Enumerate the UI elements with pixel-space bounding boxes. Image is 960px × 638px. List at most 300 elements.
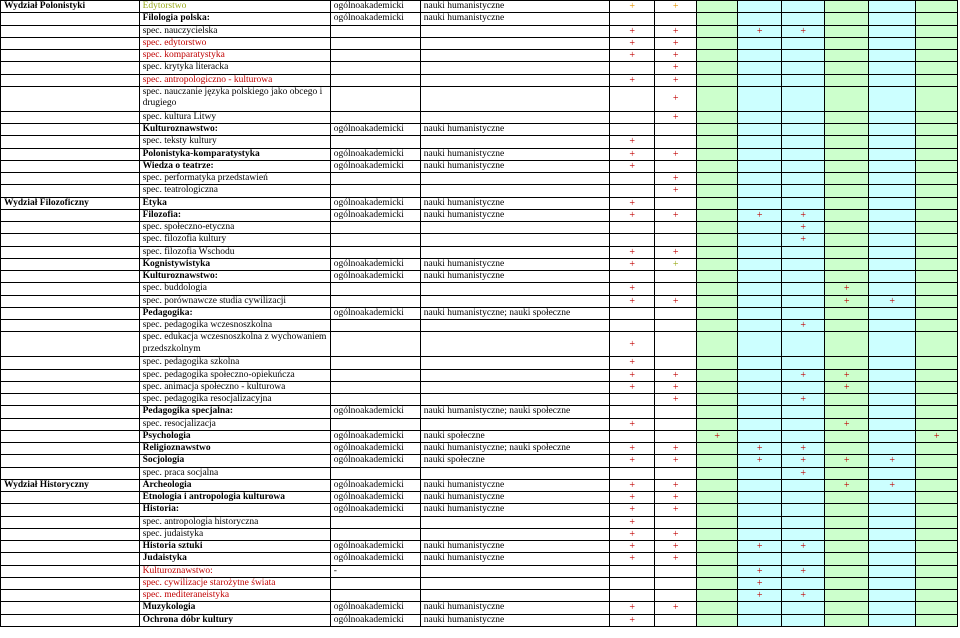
mark-cell: +: [609, 246, 655, 258]
mark-cell: [825, 13, 869, 25]
mark-cell: +: [825, 455, 869, 467]
table-row: [1, 357, 958, 369]
table-row: [1, 258, 958, 270]
program-name-cell: Kulturoznawstwo:: [139, 565, 330, 577]
discipline-area-cell: [420, 86, 609, 111]
mark-cell: [655, 234, 696, 246]
mark-cell: [916, 528, 958, 540]
mark-cell: [738, 160, 782, 172]
mark-cell: [868, 418, 916, 430]
discipline-area-cell: [420, 528, 609, 540]
program-name-cell: spec. filozofia kultury: [139, 234, 330, 246]
table-row: [1, 37, 958, 49]
table-row: [1, 332, 958, 357]
mark-cell: [696, 406, 737, 418]
mark-cell: +: [781, 234, 825, 246]
program-name-cell: spec. komparatystyka: [139, 50, 330, 62]
mark-cell: [781, 74, 825, 86]
discipline-area-cell: nauki społeczne: [420, 455, 609, 467]
table-row: [1, 565, 958, 577]
mark-cell: [696, 271, 737, 283]
mark-cell: [825, 516, 869, 528]
mark-cell: +: [655, 479, 696, 491]
mark-cell: [781, 504, 825, 516]
mark-cell: [916, 1, 958, 13]
mark-cell: [738, 222, 782, 234]
mark-cell: [609, 394, 655, 406]
mark-cell: [825, 492, 869, 504]
mark-cell: +: [655, 209, 696, 221]
profile-cell: ogólnoakademicki: [330, 479, 420, 491]
table-row: [1, 74, 958, 86]
mark-cell: +: [655, 1, 696, 13]
table-row: [1, 222, 958, 234]
profile-cell: [330, 50, 420, 62]
mark-cell: [781, 357, 825, 369]
table-row: [1, 62, 958, 74]
mark-cell: [781, 528, 825, 540]
mark-cell: [696, 197, 737, 209]
mark-cell: [825, 62, 869, 74]
profile-cell: [330, 332, 420, 357]
mark-cell: [696, 455, 737, 467]
discipline-area-cell: nauki humanistyczne: [420, 504, 609, 516]
profile-cell: ogólnoakademicki: [330, 492, 420, 504]
mark-cell: [738, 148, 782, 160]
mark-cell: [868, 369, 916, 381]
mark-cell: [825, 565, 869, 577]
table-row: [1, 467, 958, 479]
mark-cell: [916, 173, 958, 185]
mark-cell: [696, 590, 737, 602]
mark-cell: [738, 124, 782, 136]
mark-cell: +: [825, 369, 869, 381]
mark-cell: [868, 271, 916, 283]
profile-cell: ogólnoakademicki: [330, 197, 420, 209]
mark-cell: [781, 492, 825, 504]
mark-cell: [916, 614, 958, 626]
faculty-cell: [1, 418, 140, 430]
mark-cell: +: [738, 443, 782, 455]
mark-cell: +: [781, 222, 825, 234]
mark-cell: [825, 394, 869, 406]
faculty-cell: [1, 614, 140, 626]
mark-cell: [868, 111, 916, 123]
faculty-cell: [1, 86, 140, 111]
table-row: [1, 528, 958, 540]
mark-cell: [609, 124, 655, 136]
discipline-area-cell: nauki humanistyczne; nauki społeczne: [420, 307, 609, 319]
mark-cell: [916, 271, 958, 283]
mark-cell: [781, 283, 825, 295]
mark-cell: [609, 406, 655, 418]
program-name-cell: Historia sztuki: [139, 541, 330, 553]
mark-cell: [916, 307, 958, 319]
profile-cell: [330, 283, 420, 295]
mark-cell: [868, 136, 916, 148]
mark-cell: [781, 62, 825, 74]
mark-cell: [696, 369, 737, 381]
mark-cell: [738, 185, 782, 197]
mark-cell: [738, 283, 782, 295]
table-row: [1, 86, 958, 111]
mark-cell: +: [655, 111, 696, 123]
profile-cell: [330, 467, 420, 479]
discipline-area-cell: [420, 25, 609, 37]
mark-cell: [738, 492, 782, 504]
mark-cell: [738, 50, 782, 62]
mark-cell: [825, 602, 869, 614]
discipline-area-cell: [420, 394, 609, 406]
discipline-area-cell: [420, 111, 609, 123]
program-name-cell: spec. teksty kultury: [139, 136, 330, 148]
discipline-area-cell: [420, 283, 609, 295]
mark-cell: [738, 271, 782, 283]
mark-cell: [738, 479, 782, 491]
mark-cell: [738, 614, 782, 626]
mark-cell: [696, 541, 737, 553]
mark-cell: +: [655, 528, 696, 540]
mark-cell: [825, 111, 869, 123]
mark-cell: +: [609, 148, 655, 160]
mark-cell: [655, 222, 696, 234]
mark-cell: [825, 37, 869, 49]
mark-cell: [868, 602, 916, 614]
mark-cell: [868, 185, 916, 197]
mark-cell: [916, 222, 958, 234]
table-row: [1, 124, 958, 136]
mark-cell: +: [738, 590, 782, 602]
mark-cell: [868, 504, 916, 516]
table-row: [1, 111, 958, 123]
mark-cell: [696, 62, 737, 74]
mark-cell: [609, 271, 655, 283]
program-name-cell: Muzykologia: [139, 602, 330, 614]
mark-cell: [655, 124, 696, 136]
mark-cell: +: [655, 455, 696, 467]
mark-cell: +: [609, 492, 655, 504]
mark-cell: +: [655, 62, 696, 74]
mark-cell: +: [825, 283, 869, 295]
discipline-area-cell: nauki humanistyczne: [420, 479, 609, 491]
mark-cell: [868, 394, 916, 406]
mark-cell: [868, 381, 916, 393]
faculty-cell: [1, 160, 140, 172]
mark-cell: [655, 320, 696, 332]
mark-cell: [825, 258, 869, 270]
mark-cell: [696, 124, 737, 136]
mark-cell: [916, 516, 958, 528]
mark-cell: [696, 418, 737, 430]
table-row: [1, 136, 958, 148]
table-row: [1, 295, 958, 307]
profile-cell: ogólnoakademicki: [330, 614, 420, 626]
table-row: [1, 504, 958, 516]
mark-cell: +: [609, 258, 655, 270]
mark-cell: [868, 332, 916, 357]
mark-cell: [781, 614, 825, 626]
profile-cell: ogólnoakademicki: [330, 13, 420, 25]
faculty-cell: [1, 222, 140, 234]
mark-cell: [781, 148, 825, 160]
mark-cell: +: [609, 295, 655, 307]
mark-cell: +: [609, 381, 655, 393]
table-row: [1, 455, 958, 467]
mark-cell: [781, 479, 825, 491]
mark-cell: +: [655, 492, 696, 504]
mark-cell: +: [825, 295, 869, 307]
faculty-cell: [1, 124, 140, 136]
program-name-cell: spec. nauczanie języka polskiego jako obcego i drugiego: [139, 86, 330, 111]
mark-cell: +: [655, 381, 696, 393]
mark-cell: [916, 577, 958, 589]
mark-cell: [655, 430, 696, 442]
faculty-cell: [1, 332, 140, 357]
mark-cell: [609, 577, 655, 589]
program-name-cell: spec. pedagogika szkolna: [139, 357, 330, 369]
mark-cell: +: [781, 369, 825, 381]
profile-cell: [330, 37, 420, 49]
mark-cell: [696, 13, 737, 25]
profile-cell: [330, 320, 420, 332]
mark-cell: [916, 565, 958, 577]
discipline-area-cell: [420, 357, 609, 369]
faculty-cell: [1, 602, 140, 614]
mark-cell: +: [609, 541, 655, 553]
faculty-cell: [1, 357, 140, 369]
discipline-area-cell: nauki humanistyczne: [420, 209, 609, 221]
mark-cell: +: [655, 50, 696, 62]
table-row: [1, 602, 958, 614]
profile-cell: [330, 74, 420, 86]
mark-cell: +: [655, 504, 696, 516]
faculty-cell: [1, 430, 140, 442]
program-name-cell: spec. edukacja wczesnoszkolna z wychowaniem przedszkolnym: [139, 332, 330, 357]
profile-cell: ogólnoakademicki: [330, 258, 420, 270]
mark-cell: [916, 590, 958, 602]
table-row: [1, 13, 958, 25]
profile-cell: [330, 369, 420, 381]
profile-cell: ogólnoakademicki: [330, 160, 420, 172]
table-row: [1, 369, 958, 381]
mark-cell: [916, 369, 958, 381]
faculty-cell: [1, 320, 140, 332]
mark-cell: [825, 222, 869, 234]
table-row: [1, 185, 958, 197]
mark-cell: [655, 283, 696, 295]
faculty-cell: [1, 185, 140, 197]
discipline-area-cell: nauki humanistyczne: [420, 1, 609, 13]
mark-cell: +: [609, 197, 655, 209]
program-name-cell: spec. porównawcze studia cywilizacji: [139, 295, 330, 307]
mark-cell: +: [609, 418, 655, 430]
table-row: [1, 418, 958, 430]
mark-cell: [738, 197, 782, 209]
mark-cell: [696, 283, 737, 295]
mark-cell: [825, 577, 869, 589]
faculty-cell: [1, 443, 140, 455]
mark-cell: [868, 283, 916, 295]
mark-cell: [868, 528, 916, 540]
profile-cell: [330, 234, 420, 246]
mark-cell: [825, 307, 869, 319]
mark-cell: [609, 590, 655, 602]
mark-cell: [781, 307, 825, 319]
mark-cell: [825, 50, 869, 62]
mark-cell: [825, 504, 869, 516]
mark-cell: [738, 406, 782, 418]
mark-cell: [916, 418, 958, 430]
table-row: [1, 320, 958, 332]
mark-cell: +: [738, 577, 782, 589]
profile-cell: -: [330, 565, 420, 577]
mark-cell: [738, 528, 782, 540]
mark-cell: [738, 74, 782, 86]
mark-cell: [696, 25, 737, 37]
faculty-cell: [1, 271, 140, 283]
mark-cell: [916, 381, 958, 393]
mark-cell: +: [609, 528, 655, 540]
mark-cell: [609, 565, 655, 577]
table-row: [1, 492, 958, 504]
table-row: [1, 430, 958, 442]
discipline-area-cell: [420, 234, 609, 246]
mark-cell: [655, 406, 696, 418]
faculty-cell: [1, 381, 140, 393]
mark-cell: [868, 50, 916, 62]
discipline-area-cell: [420, 467, 609, 479]
faculty-cell: [1, 173, 140, 185]
mark-cell: [738, 516, 782, 528]
program-name-cell: spec. cywilizacje starożytne świata: [139, 577, 330, 589]
program-name-cell: Socjologia: [139, 455, 330, 467]
mark-cell: +: [655, 394, 696, 406]
mark-cell: +: [609, 50, 655, 62]
mark-cell: [916, 332, 958, 357]
faculty-cell: [1, 516, 140, 528]
mark-cell: +: [868, 479, 916, 491]
discipline-area-cell: [420, 565, 609, 577]
mark-cell: [825, 74, 869, 86]
faculty-cell: [1, 209, 140, 221]
program-name-cell: spec. edytorstwo: [139, 37, 330, 49]
mark-cell: [738, 1, 782, 13]
table-row: [1, 553, 958, 565]
table-row: [1, 479, 958, 491]
mark-cell: [868, 74, 916, 86]
profile-cell: [330, 86, 420, 111]
profile-cell: ogólnoakademicki: [330, 271, 420, 283]
program-name-cell: Judaistyka: [139, 553, 330, 565]
mark-cell: [916, 394, 958, 406]
mark-cell: [609, 467, 655, 479]
profile-cell: [330, 381, 420, 393]
discipline-area-cell: [420, 516, 609, 528]
mark-cell: [696, 504, 737, 516]
mark-cell: +: [609, 516, 655, 528]
profile-cell: [330, 528, 420, 540]
mark-cell: +: [655, 541, 696, 553]
discipline-area-cell: [420, 185, 609, 197]
table-row: [1, 50, 958, 62]
mark-cell: [696, 357, 737, 369]
program-name-cell: spec. performatyka przedstawień: [139, 173, 330, 185]
mark-cell: [781, 553, 825, 565]
faculty-cell: [1, 148, 140, 160]
mark-cell: [738, 418, 782, 430]
mark-cell: [825, 430, 869, 442]
mark-cell: [825, 357, 869, 369]
mark-cell: [825, 246, 869, 258]
mark-cell: [916, 492, 958, 504]
program-name-cell: Wiedza o teatrze:: [139, 160, 330, 172]
mark-cell: [868, 246, 916, 258]
mark-cell: +: [609, 74, 655, 86]
mark-cell: [781, 602, 825, 614]
mark-cell: +: [738, 455, 782, 467]
mark-cell: [868, 148, 916, 160]
mark-cell: [781, 13, 825, 25]
profile-cell: [330, 295, 420, 307]
table-row: [1, 516, 958, 528]
mark-cell: [825, 234, 869, 246]
profile-cell: ogólnoakademicki: [330, 455, 420, 467]
faculty-cell: [1, 74, 140, 86]
mark-cell: [825, 467, 869, 479]
mark-cell: +: [609, 209, 655, 221]
mark-cell: [655, 467, 696, 479]
discipline-area-cell: [420, 37, 609, 49]
mark-cell: [868, 37, 916, 49]
mark-cell: [825, 406, 869, 418]
table-row: [1, 160, 958, 172]
faculty-cell: [1, 590, 140, 602]
mark-cell: [609, 307, 655, 319]
mark-cell: +: [609, 160, 655, 172]
mark-cell: [738, 86, 782, 111]
mark-cell: [916, 86, 958, 111]
faculty-cell: [1, 541, 140, 553]
mark-cell: [825, 185, 869, 197]
program-name-cell: Kulturoznawstwo:: [139, 124, 330, 136]
mark-cell: +: [825, 418, 869, 430]
mark-cell: [781, 37, 825, 49]
mark-cell: [916, 136, 958, 148]
profile-cell: [330, 62, 420, 74]
discipline-area-cell: [420, 50, 609, 62]
mark-cell: [655, 332, 696, 357]
program-name-cell: spec. animacja społeczno - kulturowa: [139, 381, 330, 393]
mark-cell: [781, 418, 825, 430]
mark-cell: [696, 148, 737, 160]
mark-cell: [696, 74, 737, 86]
discipline-area-cell: [420, 577, 609, 589]
mark-cell: +: [738, 541, 782, 553]
mark-cell: [825, 148, 869, 160]
mark-cell: [868, 357, 916, 369]
mark-cell: [825, 209, 869, 221]
mark-cell: [868, 443, 916, 455]
mark-cell: [825, 320, 869, 332]
mark-cell: [916, 50, 958, 62]
mark-cell: +: [916, 430, 958, 442]
faculty-cell: [1, 13, 140, 25]
mark-cell: [781, 1, 825, 13]
profile-cell: ogólnoakademicki: [330, 504, 420, 516]
program-name-cell: spec. mediteraneistyka: [139, 590, 330, 602]
mark-cell: [916, 283, 958, 295]
mark-cell: [696, 528, 737, 540]
